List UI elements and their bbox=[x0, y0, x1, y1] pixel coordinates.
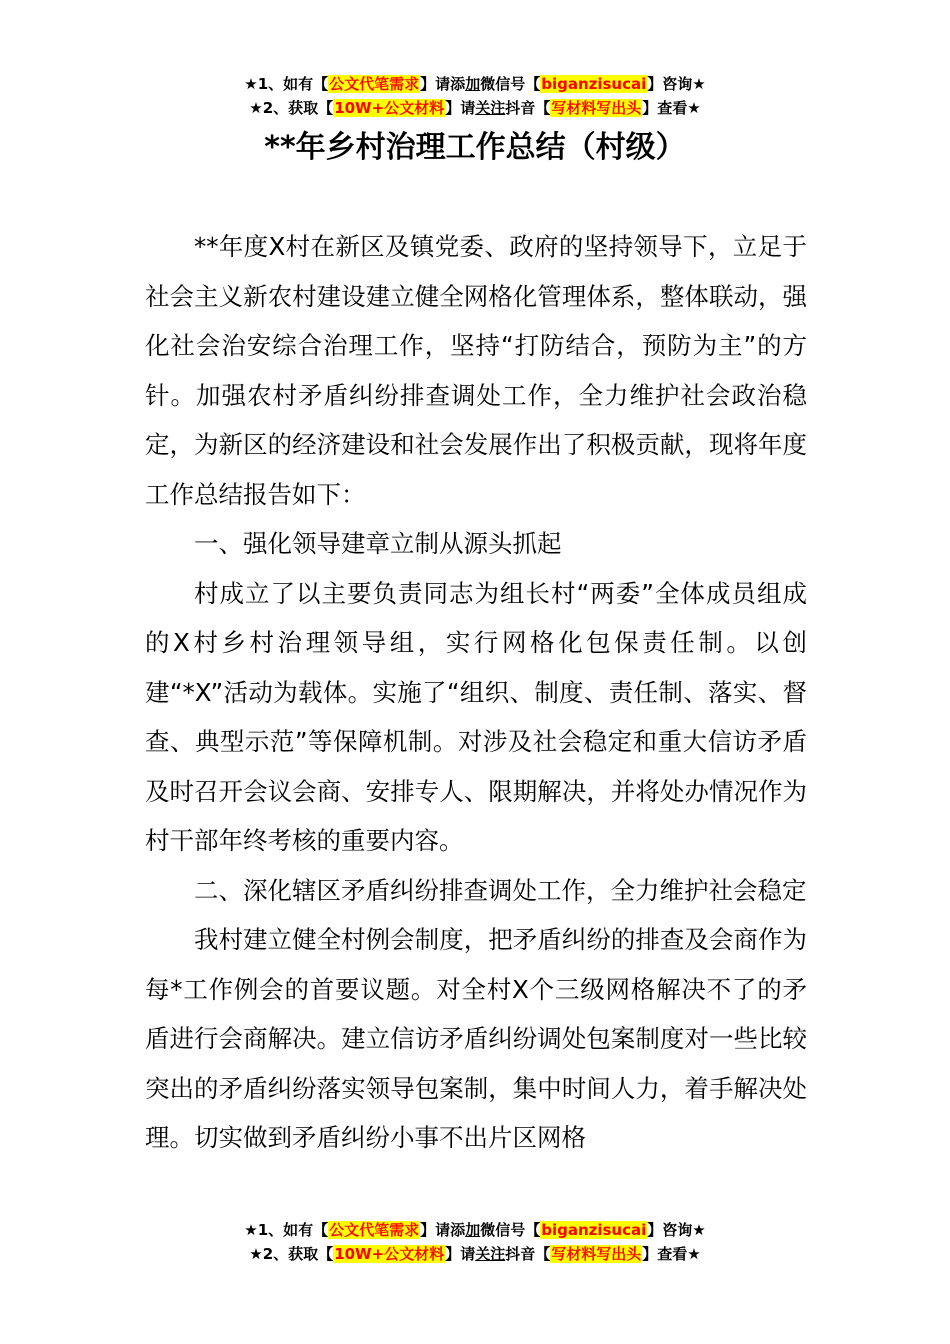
footer-banner bbox=[0, 1218, 950, 1266]
banner-text: 】查看★ bbox=[642, 99, 701, 117]
banner-text: 】请添 bbox=[420, 1221, 466, 1239]
banner-keyword: 关注 bbox=[475, 99, 506, 117]
banner-highlight: 写材料写出头 bbox=[551, 1245, 642, 1263]
banner-text: 】请 bbox=[445, 99, 476, 117]
banner-highlight: 10W+公文材料 bbox=[334, 99, 445, 117]
section-heading-1: 一、强化领导建章立制从源头抓起 bbox=[194, 529, 562, 558]
paragraph-section-1: 村成立了以主要负责同志为组长村“两委”全体成员组成的X村乡村治理领导组，实行网格化包保责任制。以创建“*X”活动为载体。实施了“组织、制度、责任制、落实、督查、典型示范”等保障机制。对涉及社会稳定和重大信访矛盾及时召开会议会商、安排专人、限期解决，并将处办情况作为村干部年终考核的重要内容。 bbox=[145, 578, 807, 855]
banner-text: 】请添 bbox=[420, 75, 466, 93]
banner-text: ★2、获取【 bbox=[249, 1245, 334, 1263]
banner-text: ★1、如有【 bbox=[244, 1221, 329, 1239]
banner-highlight: 10W+公文材料 bbox=[334, 1245, 445, 1263]
banner-keyword: 加 bbox=[465, 1221, 481, 1239]
banner-highlight: biganzisucai bbox=[541, 1221, 647, 1239]
header-banner bbox=[0, 72, 950, 120]
banner-text: 】请 bbox=[445, 1245, 476, 1263]
banner-text: ★2、获取【 bbox=[249, 99, 334, 117]
banner-highlight: biganzisucai bbox=[541, 75, 647, 93]
banner-text: 微信号【 bbox=[480, 75, 541, 93]
banner-text: 抖音【 bbox=[505, 1245, 551, 1263]
banner-line-1 bbox=[0, 72, 950, 96]
document-body bbox=[145, 222, 807, 1163]
document-title: **年乡村治理工作总结（村级） bbox=[264, 130, 686, 165]
banner-text: 微信号【 bbox=[480, 1221, 541, 1239]
banner-text: ★1、如有【 bbox=[244, 75, 329, 93]
banner-text: 】咨询★ bbox=[647, 1221, 706, 1239]
banner-text: 】咨询★ bbox=[647, 75, 706, 93]
banner-text: 】查看★ bbox=[642, 1245, 701, 1263]
banner-highlight: 公文代笔需求 bbox=[329, 75, 420, 93]
banner-line-1 bbox=[0, 1218, 950, 1242]
banner-highlight: 公文代笔需求 bbox=[329, 1221, 420, 1239]
banner-text: 抖音【 bbox=[505, 99, 551, 117]
banner-line-2 bbox=[0, 1242, 950, 1266]
paragraph-intro: **年度X村在新区及镇党委、政府的坚持领导下，立足于社会主义新农村建设建立健全网格化管理体系，整体联动，强化社会治安综合治理工作，坚持“打防结合，预防为主”的方针。加强农村矛盾纠纷排查调处工作，全力维护社会政治稳定，为新区的经济建设和社会发展作出了积极贡献，现将年度工作总结报告如下： bbox=[145, 232, 807, 509]
banner-keyword: 加 bbox=[465, 75, 481, 93]
paragraph-section-2: 我村建立健全村例会制度，把矛盾纠纷的排查及会商作为每*工作例会的首要议题。对全村X个三级网格解决不了的矛盾进行会商解决。建立信访矛盾纠纷调处包案制度对一些比较突出的矛盾纠纷落实领导包案制，集中时间人力，着手解决处理。切实做到矛盾纠纷小事不出片区网格 bbox=[145, 925, 807, 1152]
banner-line-2 bbox=[0, 96, 950, 120]
section-heading-2: 二、深化辖区矛盾纠纷排查调处工作，全力维护社会稳定 bbox=[194, 875, 807, 905]
banner-highlight: 写材料写出头 bbox=[551, 99, 642, 117]
banner-keyword: 关注 bbox=[475, 1245, 506, 1263]
